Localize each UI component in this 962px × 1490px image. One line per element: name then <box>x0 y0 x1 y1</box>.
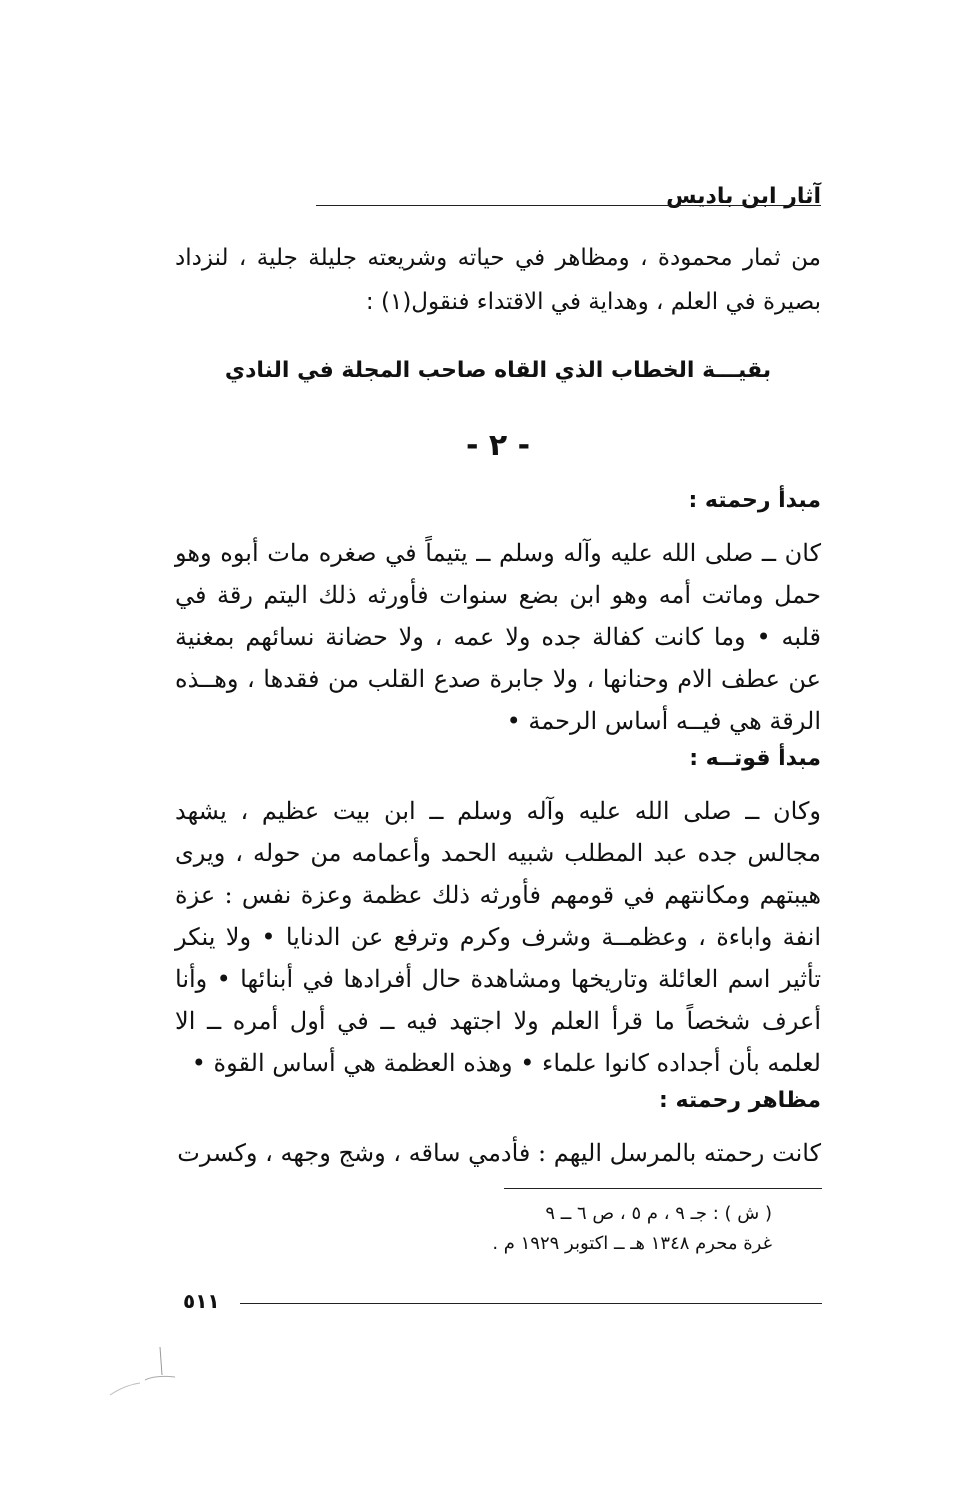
subheading-mercy-manifest: مظاهر رحمته : <box>659 1088 821 1113</box>
page-number: ٥١١ <box>183 1289 220 1313</box>
running-header-title: آثار ابن باديس <box>666 184 821 209</box>
header-rule <box>316 205 821 206</box>
intro-paragraph: من ثمار محمودة ، ومظاهر في حياته وشريعته جليلة جلية ، لنزداد بصيرة في العلم ، وهداية في الاقتداء فنقول(١) : <box>175 245 821 315</box>
section-title: بقيـــة الخطاب الذي القاه صاحب المجلة في النادي <box>224 358 772 383</box>
subheading-mercy-origin: مبدأ رحمته : <box>688 488 821 513</box>
footnote-source: ( ش ) : جـ ٩ ، م ٥ ، ص ٦ ــ ٩ <box>545 1203 772 1224</box>
section-number: - ٢ - <box>465 428 531 463</box>
paragraph-mercy-origin: كان ــ صلى الله عليه وآله وسلم ــ يتيماً في صغره مات أبوه وهو حمل وماتت أمه وهو ابن بضع سنوات فأورثه ذلك اليتم رقة في قلبه • وما كانت كفالة جده ولا عمه ، ولا حضانة نسائهم بمغنية عن عطف الام وحنانها ، ولا جابرة صدع القلب من فقدها ، وهــذه الرقة هي فيــه أساس الرحمة • <box>175 539 821 735</box>
subheading-strength-origin: مبدأ قوتــه : <box>689 746 821 771</box>
paragraph-strength-origin: وكان ــ صلى الله عليه وآله وسلم ــ ابن بيت عظيم ، يشهد مجالس جده عبد المطلب شبيه الحمد وأعمامه من حوله ، ويرى هيبتهم ومكانتهم في قومهم فأورثه ذلك عظمة وعزة نفس : عزة انفة واباءة ، وعظمــة وشرف وكرم وترفع عن الدنايا • ولا ينكر تأثير اسم العائلة وتاريخها ومشاهدة حال أفرادها في أبنائها • وأنا أعرف شخصاً ما قرأ العلم ولا اجتهد فيه ــ في أول أمره ــ الا لعلمه بأن أجداده كانوا علماء • وهذه العظمة هي أساس القوة • <box>175 797 821 1077</box>
footnote-date: غرة محرم ١٣٤٨ هـ ــ اكتوبر ١٩٢٩ م . <box>492 1233 772 1254</box>
footer-rule <box>240 1303 822 1304</box>
scan-smudge-marks <box>100 1305 220 1405</box>
paragraph-mercy-manifest: كانت رحمته بالمرسل اليهم : فأدمي ساقه ، وشج وجهه ، وكسرت <box>177 1139 821 1167</box>
footnote-rule <box>504 1188 822 1189</box>
